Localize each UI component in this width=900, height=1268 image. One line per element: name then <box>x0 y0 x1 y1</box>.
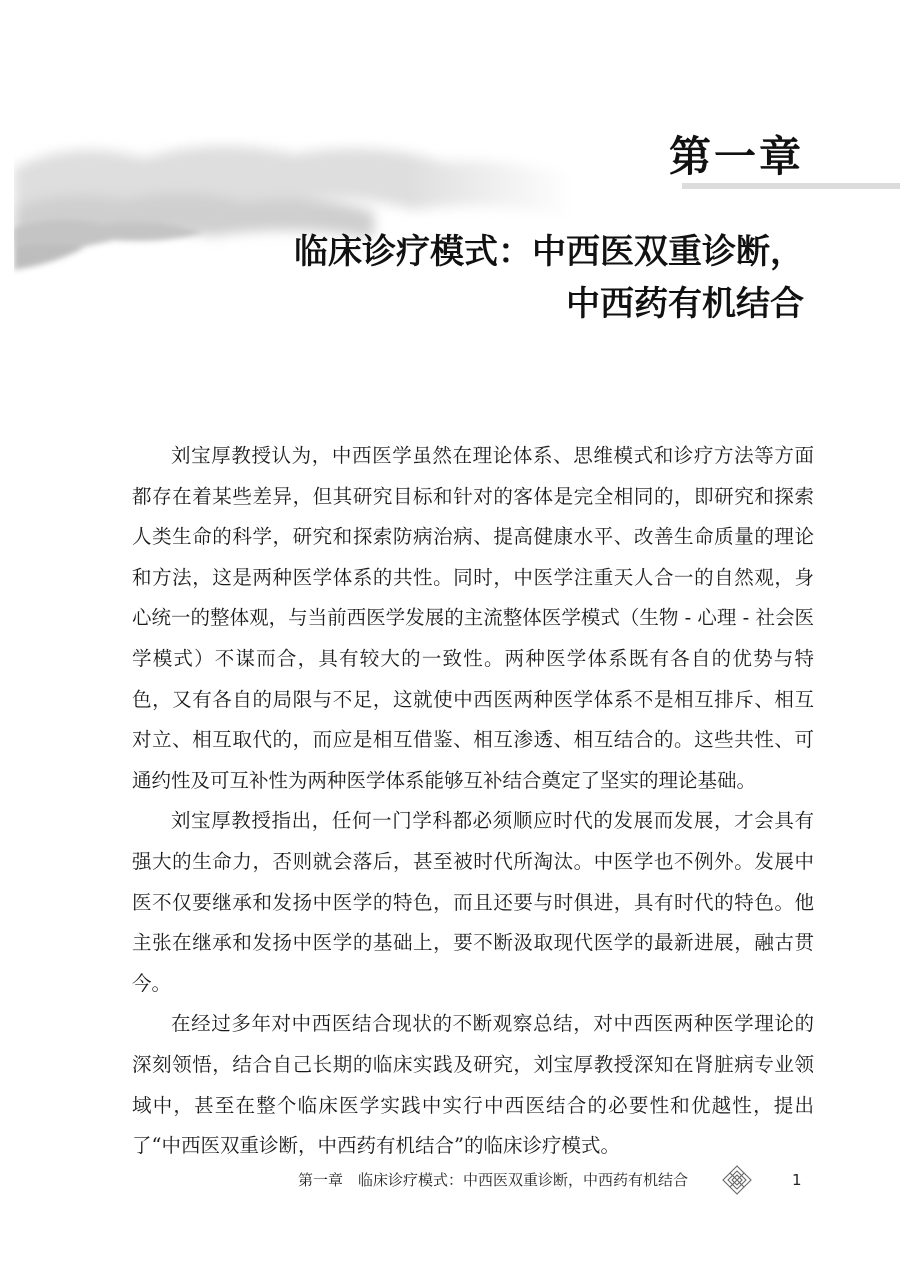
paragraph: 在经过多年对中西医结合现状的不断观察总结，对中西医两种医学理论的深刻领悟，结合自己长期的临床实践及研究，刘宝厚教授深知在肾脏病专业领域中，甚至在整个临床医学实践中实行中西医结合的必要性和优越性，提出了“中西医双重诊断，中西药有机结合”的临床诊疗模式。 <box>132 1012 814 1158</box>
running-head: 第一章 临床诊疗模式：中西医双重诊断，中西药有机结合 <box>297 1171 688 1189</box>
chapter-title-line-1: 临床诊疗模式：中西医双重诊断， <box>294 232 804 272</box>
chapter-title <box>294 226 804 330</box>
body-text <box>132 436 814 1167</box>
paragraph: 刘宝厚教授认为，中西医学虽然在理论体系、思维模式和诊疗方法等方面都存在着某些差异，但其研究目标和针对的客体是完全相同的，即研究和探索人类生命的科学，研究和探索防病治病、提高健康水平、改善生命质量的理论和方法，这是两种医学体系的共性。同时，中医学注重天人合一的自然观，身心统一的整体观，与当前西医学发展的主流整体医学模式（生物 - 心理 - 社会医学模式）不谋而合，具有较大的一致性。两种医学体系既有各自的优势与特色，又有各自的局限与不足，这就使中西医两种医学体系不是相互排斥、相互对立、相互取代的，而应是相互借鉴、相互渗透、相互结合的。这些共性、可通约性及可互补性为两种医学体系能够互补结合奠定了坚实的理论基础。 <box>132 444 814 792</box>
page-number: 1 <box>792 1171 802 1189</box>
chapter-title-line-2: 中西药有机结合 <box>566 284 804 324</box>
chapter-label: 第一章 <box>668 132 804 181</box>
paragraph: 刘宝厚教授指出，任何一门学科都必须顺应时代的发展而发展，才会具有强大的生命力，否则就会落后，甚至被时代所淘汰。中医学也不例外。发展中医不仅要继承和发扬中医学的特色，而且还要与时俱进，具有时代的特色。他主张在继承和发扬中医学的基础上，要不断汲取现代医学的最新进展，融古贯今。 <box>132 809 814 995</box>
chapter-rule <box>682 183 900 189</box>
page-footer <box>0 1168 900 1192</box>
diamond-knot-ornament-icon <box>722 1165 752 1195</box>
